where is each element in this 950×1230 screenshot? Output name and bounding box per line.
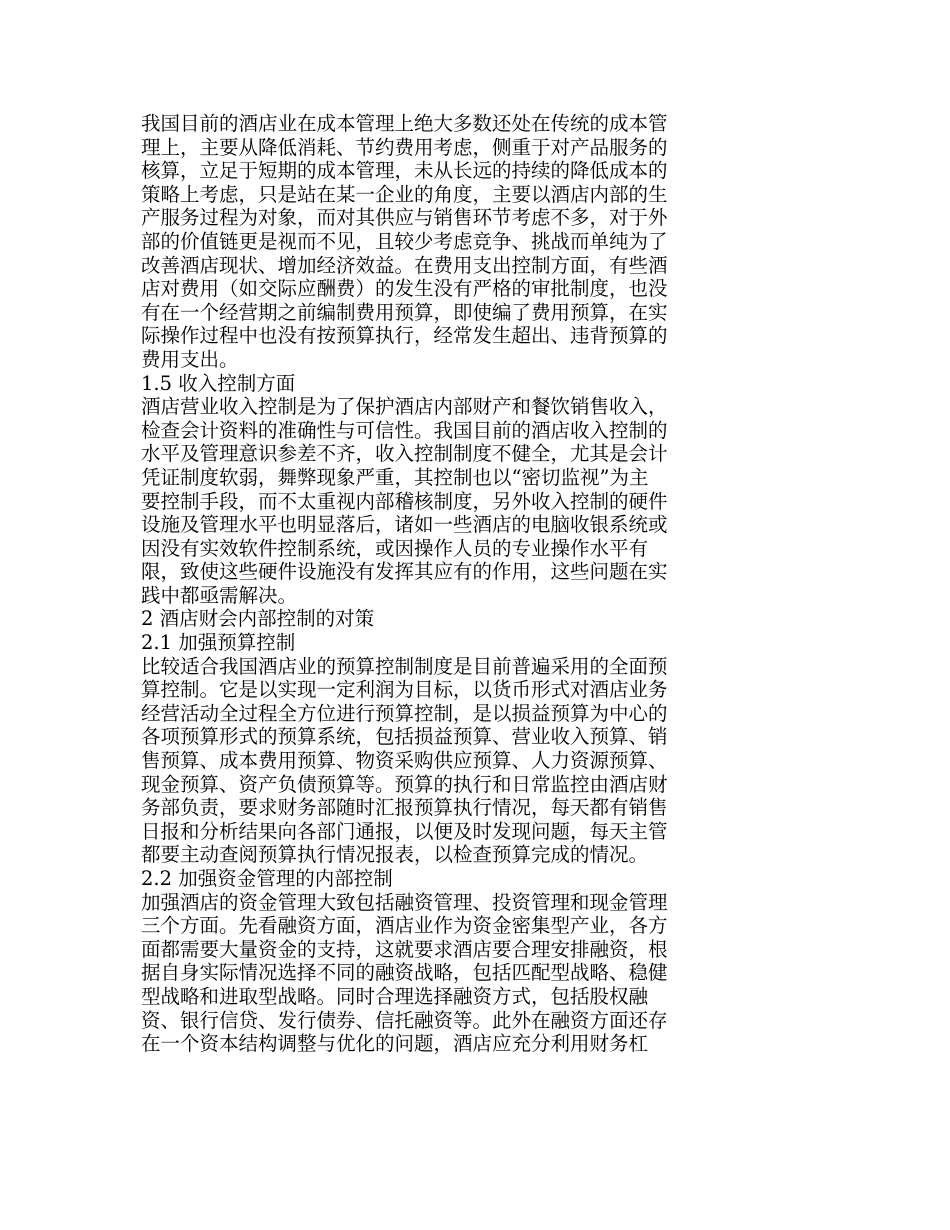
section-heading [141,867,741,891]
paragraph-line: 各项预算形式的预算系统，包括损益预算、营业收入预算、销 [141,725,668,749]
body-paragraph [141,112,741,372]
paragraph-line: 部的价值链更是视而不见，且较少考虑竞争、挑战而单纯为了 [141,229,668,253]
paragraph-line: 酒店营业收入控制是为了保护酒店内部财产和餐饮销售收入， [141,395,668,419]
body-paragraph [141,395,741,607]
paragraph-line: 凭证制度软弱，舞弊现象严重，其控制也以“密切监视”为主 [141,465,649,489]
body-paragraph [141,655,741,867]
heading-text: 1.5 收入控制方面 [141,371,296,395]
paragraph-line: 现金预算、资产负债预算等。预算的执行和日常监控由酒店财 [141,772,668,796]
paragraph-line: 费用支出。 [141,347,239,371]
heading-text: 2.2 加强资金管理的内部控制 [141,867,393,890]
paragraph-line: 理上，主要从降低消耗、节约费用考虑，侧重于对产品服务的 [141,135,668,159]
paragraph-line: 要控制手段，而不太重视内部稽核制度，另外收入控制的硬件 [141,489,668,513]
paragraph-line: 店对费用（如交际应酬费）的发生没有严格的审批制度，也没 [141,277,668,301]
section-heading [141,607,741,631]
paragraph-line: 售预算、成本费用预算、物资采购供应预算、人力资源预算、 [141,749,668,773]
heading-text: 2.1 加强预算控制 [141,631,296,655]
paragraph-line: 三个方面。先看融资方面，酒店业作为资金密集型产业，各方 [141,914,668,938]
paragraph-line: 策略上考虑，只是站在某一企业的角度，主要以酒店内部的生 [141,182,668,206]
paragraph-line: 核算，立足于短期的成本管理，未从长远的持续的降低成本的 [141,159,668,183]
paragraph-line: 在一个资本结构调整与优化的问题，酒店应充分利用财务杠 [141,1032,649,1056]
paragraph-line: 经营活动全过程全方位进行预算控制，是以损益预算为中心的 [141,701,668,725]
paragraph-line: 限，致使这些硬件设施没有发挥其应有的作用，这些问题在实 [141,560,668,584]
paragraph-line: 据自身实际情况选择不同的融资战略，包括匹配型战略、稳健 [141,961,668,985]
paragraph-line: 型战略和进取型战略。同时合理选择融资方式，包括股权融 [141,984,649,1008]
paragraph-line: 有在一个经营期之前编制费用预算，即使编了费用预算，在实 [141,300,668,324]
paragraph-line: 加强酒店的资金管理大致包括融资管理、投资管理和现金管理 [141,890,668,914]
paragraph-line: 改善酒店现状、增加经济效益。在费用支出控制方面，有些酒 [141,253,668,277]
paragraph-line: 算控制。它是以实现一定利润为目标，以货币形式对酒店业务 [141,678,668,702]
paragraph-line: 践中都亟需解决。 [141,583,298,607]
paragraph-line: 日报和分析结果向各部门通报，以便及时发现问题，每天主管 [141,819,668,843]
paragraph-line: 水平及管理意识参差不齐，收入控制制度不健全，尤其是会计 [141,442,668,466]
paragraph-line: 检查会计资料的准确性与可信性。我国目前的酒店收入控制的 [141,418,668,442]
paragraph-line: 因没有实效软件控制系统，或因操作人员的专业操作水平有 [141,536,649,560]
paragraph-line: 都要主动查阅预算执行情况报表，以检查预算完成的情况。 [141,843,649,867]
paragraph-line: 际操作过程中也没有按预算执行，经常发生超出、违背预算的 [141,324,668,348]
paragraph-line: 产服务过程为对象，而对其供应与销售环节考虑不多，对于外 [141,206,668,230]
section-heading [141,631,741,655]
paragraph-line: 设施及管理水平也明显落后，诸如一些酒店的电脑收银系统或 [141,513,668,537]
body-paragraph [141,891,741,1056]
document-body [141,112,741,1056]
section-heading [141,372,741,396]
paragraph-line: 比较适合我国酒店业的预算控制制度是目前普遍采用的全面预 [141,654,668,678]
paragraph-line: 资、银行信贷、发行债券、信托融资等。此外在融资方面还存 [141,1008,668,1032]
paragraph-line: 面都需要大量资金的支持，这就要求酒店要合理安排融资，根 [141,937,668,961]
heading-text: 2 酒店财会内部控制的对策 [141,607,375,631]
paragraph-line: 务部负责，要求财务部随时汇报预算执行情况，每天都有销售 [141,796,668,820]
paragraph-line: 我国目前的酒店业在成本管理上绝大多数还处在传统的成本管 [141,112,668,135]
